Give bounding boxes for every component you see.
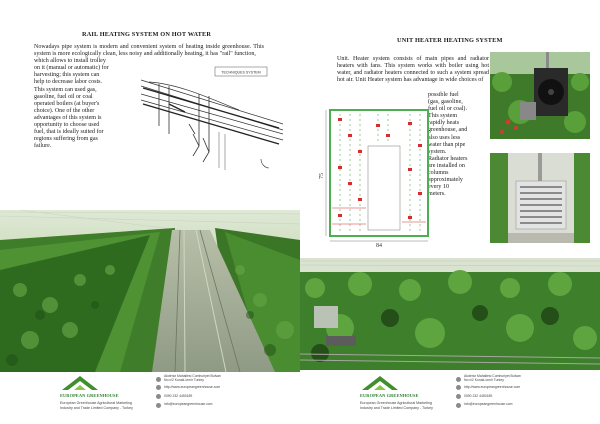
text-line: on it (manual or automatic) for — [34, 65, 109, 72]
unit-heater-title: UNIT HEATER HEATING SYSTEM — [397, 37, 503, 44]
text-line: Radiator heaters — [428, 155, 468, 162]
plan-dimension-vertical: 75 — [319, 173, 325, 179]
location-icon — [156, 377, 161, 382]
email-row[interactable] — [156, 401, 296, 410]
text-line: fuel, that is ideally suited for — [34, 129, 104, 136]
email-link[interactable]: info@europeangreenhouse.com — [464, 402, 513, 407]
contact-list — [456, 375, 596, 409]
greenhouse-heater-photo — [300, 258, 600, 370]
plan-dimension-horizontal: 84 — [376, 243, 382, 248]
text-line: columns — [428, 170, 449, 177]
address-row — [156, 375, 296, 384]
website-row[interactable] — [456, 384, 596, 393]
company-name — [60, 401, 160, 410]
globe-icon — [156, 385, 161, 390]
text-line: This system — [428, 113, 458, 120]
globe-icon — [456, 385, 461, 390]
address-text: Akdeniz Mahallesi Cumhuriyet Bulvarı No:x/2 Konak-İzmir Turkey — [464, 374, 522, 383]
text-line: This system can used gas, — [34, 86, 97, 93]
phone-text: 0090 232 4450189 — [464, 393, 493, 398]
text-line: fuel oil or coal). — [428, 106, 467, 113]
text-line: water than pipe — [428, 141, 466, 148]
website-row[interactable] — [156, 384, 296, 393]
text-line: advantages of this system is — [34, 114, 102, 121]
text-line: (gas, gasoline, — [428, 99, 463, 106]
text-line: meters. — [428, 191, 446, 198]
text-line: greenhouse, and — [428, 127, 468, 134]
text-line: possible fuel — [428, 92, 459, 98]
unit-heater-column — [428, 92, 490, 198]
email-row[interactable] — [456, 401, 596, 410]
rail-heating-column — [34, 58, 132, 150]
website-link[interactable]: http://www.europeangreenhouse.com — [164, 384, 221, 389]
rail-pipe-drawing — [139, 64, 285, 176]
text-line: harvesting; this system can — [34, 72, 100, 79]
text-line: are installed on — [428, 162, 465, 169]
text-line: operated boilers (at buyer's — [34, 100, 100, 107]
text-line: opportunity to choose used — [34, 122, 100, 129]
phone-row — [456, 392, 596, 401]
phone-icon — [456, 394, 461, 399]
address-text: Akdeniz Mahallesi Cumhuriyet Bulvarı No:x/2 Konak-İzmir Turkey — [164, 374, 222, 383]
footer-left — [0, 372, 300, 424]
brand-logo — [60, 372, 133, 410]
text-line: gasoline, fuel oil or coal — [34, 93, 93, 100]
text-line: rapidly heats — [428, 120, 460, 127]
greenhouse-logo-icon — [360, 372, 400, 392]
brand-name: EUROPEAN GREENHOUSE — [360, 393, 419, 398]
greenhouse-logo-icon — [60, 372, 100, 392]
unit-heater-intro: Unit. Heater system consists of main pipes and radiator heaters with fans. This system works with boiler using hot water, and radiator heaters connected to such a system spread hot air. Unit Heater system has advantage in wide choices of — [337, 56, 489, 84]
text-line: choice). One of the other — [34, 107, 95, 114]
phone-text: 0090 232 4450189 — [164, 393, 193, 398]
contact-list — [156, 375, 296, 409]
text-line: approximately — [428, 177, 463, 184]
company-line: Industry and Trade Limited Company - Turkey — [360, 405, 433, 410]
unit-heater-photo — [490, 52, 590, 139]
footer-right — [300, 372, 600, 424]
company-name — [360, 401, 460, 410]
brand-logo — [360, 372, 433, 410]
email-link[interactable]: info@europeangreenhouse.com — [164, 402, 213, 407]
text-line: system. — [428, 148, 447, 155]
text-line: every 10 — [428, 184, 449, 191]
phone-icon — [156, 394, 161, 399]
mail-icon — [456, 403, 461, 408]
rail-heating-title: RAIL HEATING SYSTEM ON HOT WATER — [82, 31, 212, 38]
location-icon — [456, 377, 461, 382]
unit-heater-plan-drawing — [318, 104, 434, 248]
company-line: European Greenhouse Agricultural Marketing — [60, 401, 132, 405]
text-line: regions suffering from gas — [34, 136, 98, 143]
address-row — [456, 375, 596, 384]
website-link[interactable]: http://www.europeangreenhouse.com — [464, 384, 521, 389]
greenhouse-rail-photo — [0, 210, 300, 372]
text-line: also uses less — [428, 134, 461, 141]
company-line: Industry and Trade Limited Company - Turkey — [60, 405, 133, 410]
brand-name: EUROPEAN GREENHOUSE — [60, 393, 119, 398]
phone-row — [156, 392, 296, 401]
drawing-label: TECHNIQUES SYSTEM — [221, 70, 261, 75]
rail-heating-intro: Nowadays pipe system is modern and convenient system of heating inside greenhouse. This system is more ecologically clean, less noisy and additionally heating, it has "rail" function, — [34, 44, 264, 58]
radiator-heater-photo — [490, 153, 590, 243]
company-line: European Greenhouse Agricultural Marketing — [360, 401, 432, 405]
text-line: which allows to install trolley — [34, 58, 106, 65]
mail-icon — [156, 403, 161, 408]
text-line: failure. — [34, 143, 52, 150]
text-line: help to decrease labor costs. — [34, 79, 103, 86]
